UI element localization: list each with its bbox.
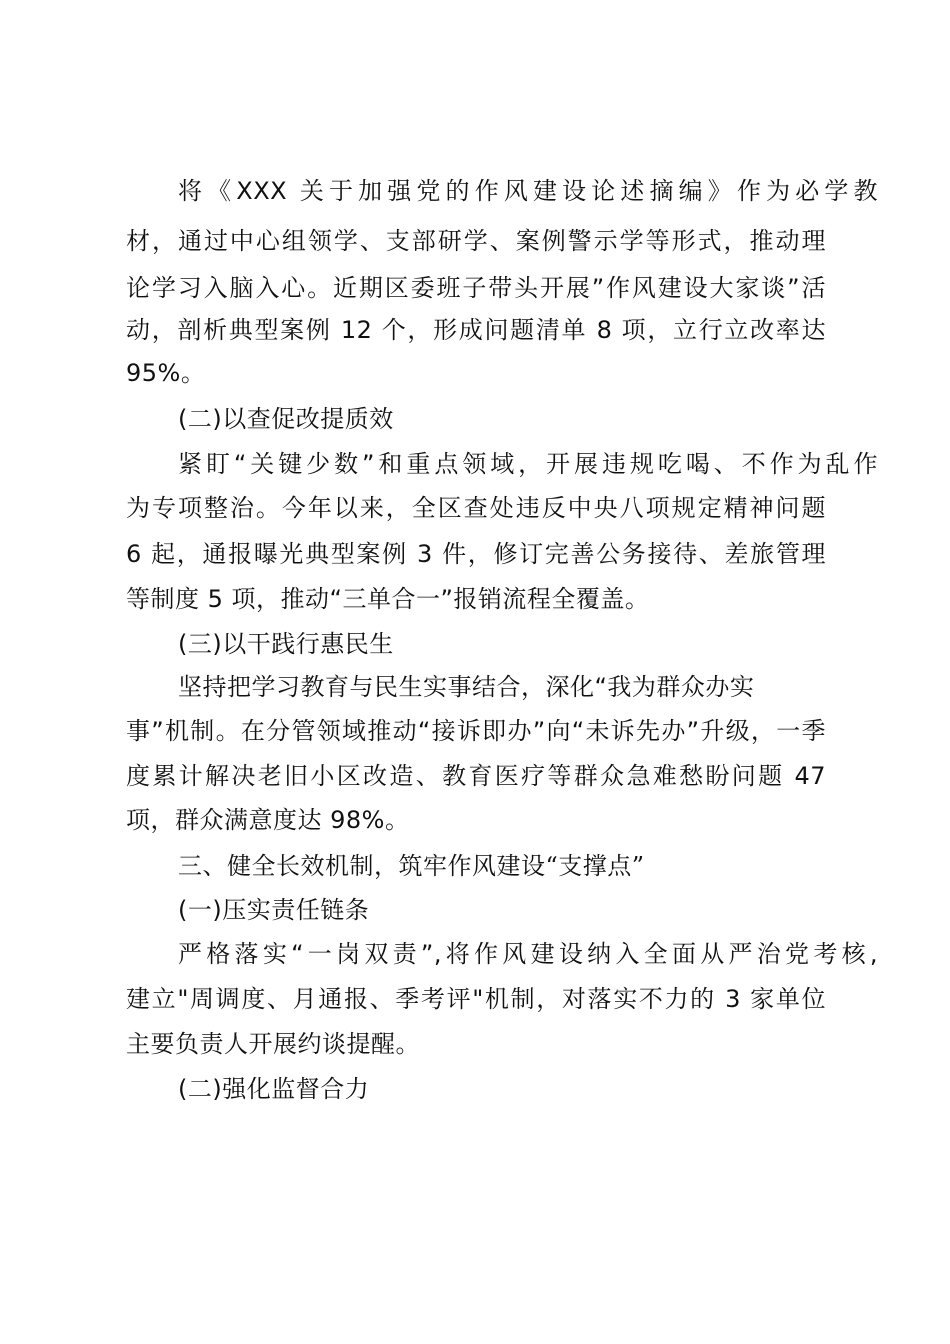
section-heading: (二)强化监督合力: [178, 1075, 370, 1103]
paragraph-line: 等制度 5 项，推动“三单合一”报销流程全覆盖。: [126, 585, 650, 613]
paragraph-line: 将《XXX 关于加强党的作风建设论述摘编》作为必学教: [178, 177, 878, 205]
paragraph-line: 6 起，通报曝光典型案例 3 件，修订完善公务接待、差旅管理: [126, 540, 826, 568]
paragraph-line: 材，通过中心组领学、支部研学、案例警示学等形式，推动理: [126, 227, 826, 255]
paragraph-line: 事”机制。在分管领域推动“接诉即办”向“未诉先办”升级，一季: [126, 717, 826, 745]
paragraph-line: 为专项整治。今年以来，全区查处违反中央八项规定精神问题: [126, 494, 826, 522]
paragraph-line: 紧盯“关键少数”和重点领域，开展违规吃喝、不作为乱作: [178, 450, 878, 478]
paragraph-line: 度累计解决老旧小区改造、教育医疗等群众急难愁盼问题 47: [126, 762, 826, 790]
chapter-heading: 三、健全长效机制，筑牢作风建设“支撑点”: [178, 852, 645, 880]
paragraph-line: 严格落实“一岗双责”,将作风建设纳入全面从严治党考核,: [178, 940, 878, 968]
paragraph-line: 建立"周调度、月通报、季考评"机制，对落实不力的 3 家单位: [126, 985, 826, 1013]
paragraph-line: 论学习入脑入心。近期区委班子带头开展”作风建设大家谈”活: [126, 274, 826, 302]
paragraph-line: 主要负责人开展约谈提醒。: [126, 1030, 420, 1058]
paragraph-line: 项，群众满意度达 98%。: [126, 806, 410, 834]
section-heading: (二)以查促改提质效: [178, 405, 394, 433]
paragraph-line: 坚持把学习教育与民生实事结合，深化“我为群众办实: [178, 673, 755, 701]
section-heading: (一)压实责任链条: [178, 896, 370, 924]
paragraph-line: 动，剖析典型案例 12 个，形成问题清单 8 项，立行立改率达: [126, 316, 826, 344]
section-heading: (三)以干践行惠民生: [178, 630, 394, 658]
paragraph-line: 95%。: [126, 359, 206, 387]
